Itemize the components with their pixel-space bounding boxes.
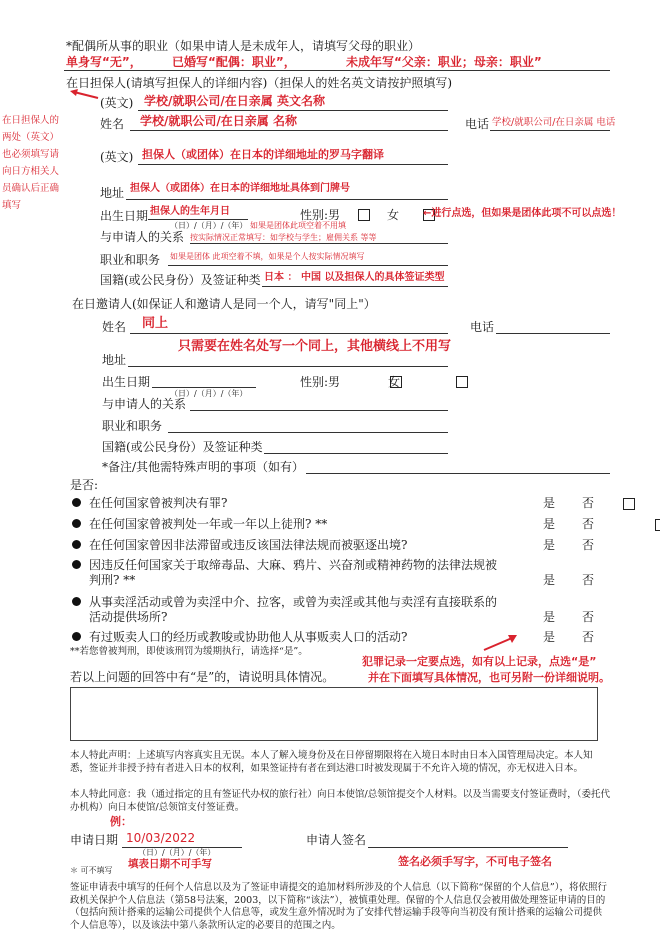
guarantor-nationality-value: 日本 ： 中国 以及担保人的具体签证类型 [264,272,445,283]
questions-footnote: **若您曾被判刑，即使该刑罚为缓期执行，请选择“是”。 [70,646,308,657]
guarantor-address-label: 地址 [100,186,125,200]
question-text: 在任何国家曾被判决有罪? [89,496,228,510]
guarantor-occupation-line[interactable] [168,265,448,266]
questions-intro: 是否: [70,478,99,492]
guarantor-occupation-value: 如果是团体 此项空着不填，如果是个人按实际情况填写 [170,252,365,261]
question-text: 在任何国家曾被判处一年或一年以上徒刑? ** [89,517,328,531]
question-row [72,518,327,532]
privacy-notice: 签证申请表中填写的任何个人信息以及为了签证申请提交的追加材料所涉及的个人信息（以下简称“保留的个人信息”），将依照行政机关保护个人信息法（第58号法案，2003，以下简称“该法”），被慎重处理。保留的个人信息仅会被用做处理签证申请的目的（包括向预计搭乘的运输公司提供个人信息等，或发生意外情况时为了安排代替运输手段等向当初没有预计搭乘的运输公司提供个人信息等），以及该法中第八条款所认定的必要目的范围之内。 [70,882,607,931]
guarantor-male-checkbox[interactable] [358,209,370,221]
inviter-sex-label: 性别:男 [300,375,341,389]
inviter-section-title: 在日邀请人(如保证人和邀请人是同一个人，请写"同上"） [72,297,376,311]
inviter-dob-label: 出生日期 [102,375,151,389]
inviter-relation-line[interactable] [190,410,448,411]
guarantor-dob-value: 担保人的生年月日 [150,206,230,217]
explain-label: 若以上问题的回答中有“是”的，请说明具体情况。 [70,670,335,684]
inviter-name-line[interactable] [130,333,448,334]
guarantor-section-title: 在日担保人(请填写担保人的详细内容)（担保人的姓名英文请按护照填写) [66,76,453,90]
guarantor-addr-en-label: (英文) [100,150,134,164]
guarantor-nationality-line[interactable] [262,286,448,287]
inviter-dob-sub: （日）/（月）/（年） [170,389,248,398]
inviter-phone-label: 电话 [470,320,495,334]
guarantor-phone-line[interactable] [490,130,610,131]
inviter-nationality-line[interactable] [264,453,448,454]
yes-label: 是 [543,630,556,644]
inviter-occupation-label: 职业和职务 [102,419,163,433]
guarantor-phone-label: 电话 [465,117,490,131]
guarantor-name-en-line[interactable] [138,110,448,111]
guarantor-sex-note: ←进行点选，但如果是团体此项不可以点选！ [423,208,622,219]
guarantor-relation-value: 按实际情况正常填写：如学校与学生；雇佣关系 等等 [190,233,377,242]
guarantor-dob-line[interactable] [148,219,248,220]
inviter-female-checkbox[interactable] [456,376,468,388]
no-label: 否 [582,496,595,510]
question-row [72,497,227,511]
explain-textarea[interactable] [70,687,598,741]
inviter-remarks-label: *备注/其他需特殊声明的事项（如有） [102,460,305,474]
application-date-note: 填表日期不可手写 [128,858,212,870]
guarantor-side-note: 在日担保人的两处（英文）也必须填写请向日方相关人员确认后正确填写 [2,115,60,211]
question-text: 因违反任何国家关于取缔毒品、大麻、鸦片、兴奋剂或精神药物的法律法规被 [89,558,498,572]
guarantor-sex-label: 性别:男 [300,208,341,222]
signature-note: 签名必须手写字，不可电子签名 [398,855,552,868]
application-date-label: 申请日期 [70,833,119,847]
no-label: 否 [582,538,595,552]
yes-checkbox[interactable] [655,519,660,531]
yes-checkbox[interactable] [623,498,635,510]
guarantor-relation-label: 与申请人的关系 [100,230,185,244]
inviter-nationality-label: 国籍(或公民身份）及签证种类 [102,440,263,454]
inviter-name-label: 姓名 [102,320,127,334]
inviter-remarks-line[interactable] [306,473,610,474]
inviter-address-label: 地址 [102,353,127,367]
question-text: 从事卖淫活动或曾为卖淫中介、拉客，或曾为卖淫或其他与卖淫有直接联系的 [89,595,498,609]
note-married: 已婚写“配偶：职业”， [172,55,296,69]
guarantor-dob-label: 出生日期 [100,209,149,223]
applicant-signature-label: 申请人签名 [306,833,367,847]
arrow-icon [480,632,520,654]
bullet-icon [72,597,81,606]
yes-label: 是 [543,610,556,624]
guarantor-dob-note: 如果是团体此项空着不用填 [250,221,346,230]
criminal-note-2: 并在下面填写具体情况，也可另附一份详细说明。 [368,671,610,684]
bullet-icon [72,519,81,528]
guarantor-female-label: 女 [387,208,400,222]
question-text-cont: 活动提供场所? [89,610,168,624]
yes-label: 是 [543,538,556,552]
spouse-occupation-line[interactable] [64,70,610,71]
question-row [72,631,407,645]
question-row [72,559,497,573]
guarantor-name-en-value: 学校/就职公司/在日亲属 英文名称 [144,94,325,108]
question-text-cont: 判刑? ** [89,573,136,587]
no-label: 否 [582,630,595,644]
inviter-phone-line[interactable] [496,333,610,334]
no-label: 否 [582,573,595,587]
yes-label: 是 [543,517,556,531]
no-label: 否 [582,610,595,624]
guarantor-name-value: 学校/就职公司/在日亲属 名称 [140,114,297,128]
question-row [72,539,407,553]
spouse-occupation-label: *配偶所从事的职业（如果申请人是未成年人，请填写父母的职业） [66,39,421,53]
guarantor-address-value: 担保人（或团体）在日本的详细地址具体到门牌号 [130,183,350,194]
bullet-icon [72,632,81,641]
inviter-note: 只需要在姓名处写一个同上，其他横线上不用写 [178,339,452,354]
inviter-occupation-line[interactable] [168,432,448,433]
guarantor-name-label: 姓名 [100,117,125,131]
bullet-icon [72,560,81,569]
note-minor: 未成年写“父亲：职业；母亲：职业” [346,55,542,69]
question-row [72,596,497,610]
yes-label: 是 [543,573,556,587]
applicant-signature-line[interactable] [368,847,568,848]
not-required-note: ＊ 可不填写 [70,866,113,875]
application-date-sub: （日）/（月）/（年） [138,848,216,857]
guarantor-nationality-label: 国籍(或公民身份）及签证种类 [100,273,261,287]
question-text: 有过贩卖人口的经历或教唆或协助他人从事贩卖人口的活动? [89,630,408,644]
yes-label: 是 [543,496,556,510]
example-label: 例： [110,815,132,828]
arrow-icon [68,88,102,104]
inviter-name-value: 同上 [142,316,169,331]
no-label: 否 [582,517,595,531]
question-text: 在任何国家曾因非法滞留或违反该国法律法规而被驱逐出境? [89,538,408,552]
inviter-relation-label: 与申请人的关系 [102,397,187,411]
criminal-note-1: 犯罪记录一定要点选，如有以上记录，点选“是” [362,655,597,668]
guarantor-occupation-label: 职业和职务 [100,253,161,267]
note-single: 单身写“无”， [66,55,142,69]
bullet-icon [72,498,81,507]
guarantor-dob-sub: （日）/（月）/（年） [170,221,248,230]
inviter-female-label: 女 [388,375,401,389]
guarantor-name-line[interactable] [130,130,448,131]
guarantor-addr-en-line[interactable] [138,164,448,165]
guarantor-name-en-label: (英文) [100,96,134,110]
inviter-address-line[interactable] [128,366,448,367]
application-date-value: 10/03/2022 [126,831,196,845]
declaration-statement: 本人特此声明：上述填写内容真实且无误。本人了解入境身份及在日停留期限将在入境日本时由日本入国管理局决定。本人知悉，签证并非授予持有者进入日本的权利，如果签证持有者在到达港口时被发现属于不允许入境的情况，亦无权进入日本。 [70,750,593,774]
bullet-icon [72,540,81,549]
guarantor-phone-value: 学校/就职公司/在日亲属 电话 [492,117,616,128]
declaration-consent: 本人特此同意：我（通过指定的且有签证代办权的旅行社）向日本使馆/总领馆提交个人材料。以及当需要支付签证费时，（委托代办机构）向日本使馆/总领馆支付签证费。 [70,789,610,813]
guarantor-addr-en-value: 担保人（或团体）在日本的详细地址的罗马字翻译 [142,148,384,161]
guarantor-address-line[interactable] [126,199,448,200]
inviter-dob-line[interactable] [152,387,256,388]
guarantor-relation-line[interactable] [190,243,448,244]
